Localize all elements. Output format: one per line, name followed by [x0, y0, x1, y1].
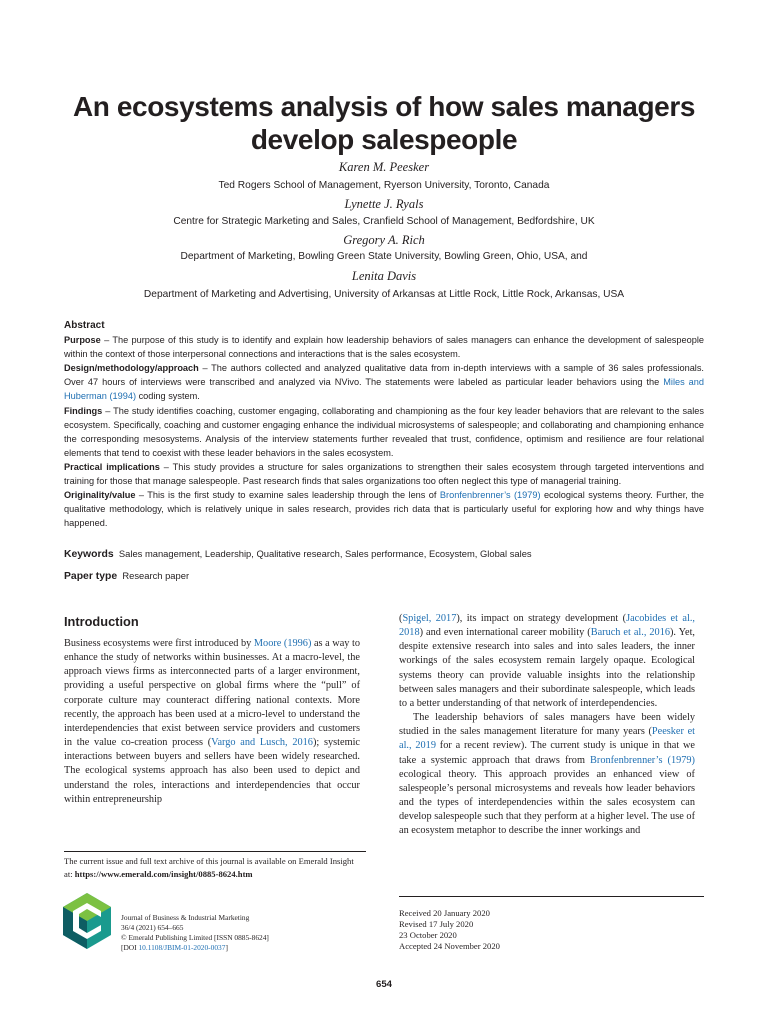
keywords-text: Sales management, Leadership, Qualitative research, Sales performance, Ecosystem, Global sales: [118, 548, 532, 559]
body-text: (: [399, 613, 403, 624]
findings-text: – The study identifies coaching, customer engaging, collaborating and championing as the four key leader behaviors that are relevant to the sales ecosystem. Specifically, coaching and customer engaging enhance the individual microsystems of salespeople; and collaborating and championing enhance the corresponding mesosystems. Analysis of the interview statements further revealed that trust, confidence, optimism and resilience are four relational elements that tend to coexist with these leader behaviors in the sales ecosystem.: [64, 405, 704, 458]
citation-link[interactable]: Bronfenbrenner’s (1979): [439, 490, 541, 501]
originality-text: – This is the first study to examine sales leadership through the lens of: [135, 490, 440, 501]
footnote-text: The current issue and full text archive of this journal is available on Emerald Insight at:: [64, 856, 354, 879]
paper-title: An ecosystems analysis of how sales managers develop salespeople: [72, 91, 696, 155]
body-text: The leadership behaviors of sales managers have been widely studied in the sales management literature for many years (: [399, 712, 695, 738]
body-text: Business ecosystems were first introduced by: [64, 638, 254, 649]
citation-link[interactable]: Peesker et al., 2019: [399, 726, 695, 752]
citation-link[interactable]: Moore (1996): [253, 638, 312, 649]
citation-link[interactable]: Spigel, 2017: [402, 613, 457, 624]
section-heading: Introduction: [64, 614, 139, 629]
paper-type-label: Paper type: [64, 571, 118, 582]
citation-link[interactable]: Miles and Huberman (1994): [64, 377, 705, 402]
author-name: Karen M. Peesker: [338, 160, 430, 174]
article-history: [399, 908, 599, 952]
paper-type-text: Research paper: [122, 570, 190, 581]
author-name: Lynette J. Ryals: [344, 197, 424, 211]
purpose-text: – The purpose of this study is to identify and explain how leadership behaviors of sales managers can enhance the development of salespeople within the context of those interpersonal connections and interactions that is the sales ecosystem.: [64, 335, 704, 360]
findings-label: Findings: [64, 405, 103, 416]
body-text: ecological theory. This approach provides an enhanced view of salespeople’s personal microsystems and reveals how leader behaviors and the types of interdependencies within the sales ecosystem can develop salespeople such that they perform at a higher level. The use of an ecosystem metaphor to describe the inner workings and: [399, 768, 695, 837]
body-text: ). Yet, despite extensive research into sales and into sales leaders, the inner workings of the sales ecosystem remain largely opaque. Ecological systems theory can provide valuable insights into the relationship between sales managers and their subordinate salespeople, which leads to a better understanding of that network of interdependencies.: [399, 627, 696, 709]
body-text: as a way to enhance the study of networks within businesses. At a macro-level, the approach views firms as interconnected parts of a larger environment, providing a useful perspective on global firms where the “pull” of corporate culture may counteract differing national contexts. More recently, the approach has been used at a micro-level to understand the interdependencies that exist between service providers and customers in the value co-creation process (: [64, 638, 361, 749]
keywords: [64, 547, 532, 562]
body-text: ) and even international career mobility (: [419, 627, 591, 639]
citation-link[interactable]: Baruch et al., 2016: [590, 627, 670, 639]
originality-text-end: ecological systems theory. Further, the qualitative methodology, which is relatively unique in sales research, provides rich data that is particularly useful for exploring how and why things have happened.: [64, 490, 704, 529]
abstract-practical: [64, 460, 704, 488]
abstract-originality: [64, 488, 704, 530]
history-rule: [399, 896, 704, 897]
emerald-logo-icon: [63, 893, 111, 949]
journal-url-link[interactable]: https://www.emerald.com/insight/0885-8624.htm: [74, 868, 253, 879]
journal-name: Journal of Business & Industrial Marketing: [121, 913, 250, 922]
originality-label: Originality/value: [64, 490, 136, 501]
author-affiliation: Department of Marketing, Bowling Green State University, Bowling Green, Ohio, USA, and: [180, 251, 588, 262]
citation-link[interactable]: Jacobides et al., 2018: [399, 613, 695, 639]
purpose-label: Purpose: [64, 335, 101, 346]
citation-link[interactable]: Bronfenbrenner’s (1979): [590, 754, 695, 766]
abstract: [64, 318, 704, 530]
journal-info: [121, 913, 361, 953]
doi-suffix: ]: [225, 943, 228, 952]
practical-label: Practical implications: [64, 461, 160, 472]
abstract-heading: Abstract: [64, 320, 105, 331]
journal-doi: [121, 943, 361, 953]
author-name: Lenita Davis: [351, 269, 417, 283]
doi-prefix: [DOI: [121, 943, 139, 952]
citation-link[interactable]: Vargo and Lusch, 2016: [211, 737, 313, 749]
body-text: for a recent review). The current study is unique in that we take a systemic approach that draws from: [399, 740, 695, 766]
right-column-text: [399, 612, 695, 839]
history-line: Accepted 24 November 2020: [399, 941, 500, 951]
author-affiliation: Ted Rogers School of Management, Ryerson University, Toronto, Canada: [218, 180, 550, 191]
journal-copyright: © Emerald Publishing Limited [ISSN 0885-8624]: [121, 933, 269, 942]
body-text: ), its impact on strategy development (: [456, 613, 627, 624]
history-line: Revised 17 July 2020: [399, 919, 474, 929]
history-line: Received 20 January 2020: [399, 908, 490, 918]
journal-volume: 36/4 (2021) 654–665: [121, 923, 184, 932]
abstract-design: [64, 361, 704, 403]
design-text-end: coding system.: [136, 391, 200, 402]
paper-type: [64, 569, 189, 584]
author-affiliation: Centre for Strategic Marketing and Sales, Cranfield School of Management, Bedfordshire, UK: [173, 216, 595, 227]
author-affiliation: Department of Marketing and Advertising, University of Arkansas at Little Rock, Little Rock, Arkansas, USA: [143, 289, 625, 300]
practical-text: – This study provides a structure for sales organizations to strengthen their sales ecosystem through targeted interventions and training for those that manage salespeople. Past research finds that sales organizations too often neglect this type of managerial training.: [64, 461, 704, 487]
design-text: – The authors collected and analyzed qualitative data from in-depth interviews with a sample of 36 sales professionals. Over 47 hours of interviews were transcribed and analyzed via NVivo. The statements were labeled as particular leader behaviors using the: [64, 363, 704, 388]
page-number: 654: [375, 979, 392, 990]
abstract-findings: [64, 404, 704, 460]
abstract-purpose: [64, 333, 704, 361]
doi-link[interactable]: 10.1108/JBIM-01-2020-0037: [138, 943, 226, 952]
design-label: Design/methodology/approach: [64, 363, 199, 374]
footnote: [64, 855, 364, 880]
body-text: ); systemic interactions between buyers and sellers have been widely researched. The ecological systems approach has also been used to depict and understand the roles, interactions and interdependencies that occur within entrepreneurship: [64, 737, 361, 805]
keywords-label: Keywords: [64, 549, 114, 560]
footnote-rule: [64, 851, 366, 852]
left-column-text: [64, 637, 360, 807]
history-line: 23 October 2020: [399, 930, 457, 940]
author-name: Gregory A. Rich: [343, 233, 425, 247]
